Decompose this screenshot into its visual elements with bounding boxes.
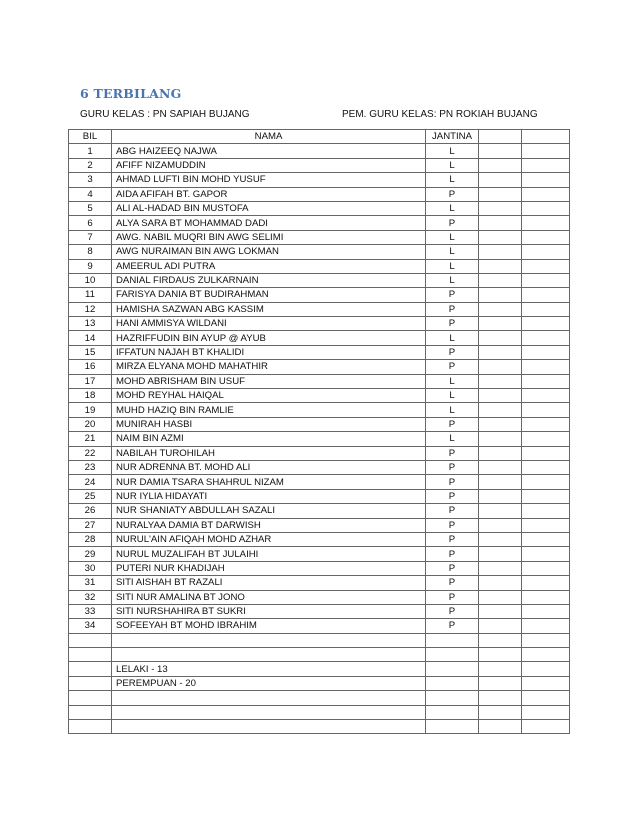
jantina-cell: P	[426, 446, 479, 460]
jantina-cell: P	[426, 576, 479, 590]
empty-cell	[479, 144, 522, 158]
table-row	[69, 403, 570, 417]
table-row	[69, 547, 570, 561]
jantina-cell: L	[426, 173, 479, 187]
jantina-cell: L	[426, 374, 479, 388]
table-row	[69, 432, 570, 446]
nama-cell: NURUL MUZALIFAH BT JULAIHI	[112, 547, 426, 561]
jantina-cell: P	[426, 504, 479, 518]
bil-cell: 25	[69, 489, 112, 503]
nama-cell: AFIFF NIZAMUDDIN	[112, 158, 426, 172]
empty-cell	[522, 676, 570, 690]
student-roster-table	[68, 129, 570, 734]
table-row	[69, 489, 570, 503]
jantina-cell: L	[426, 201, 479, 215]
empty-cell	[522, 288, 570, 302]
table-row	[69, 417, 570, 431]
jantina-cell: P	[426, 345, 479, 359]
summary-row	[69, 662, 570, 676]
jantina-cell: L	[426, 331, 479, 345]
bil-cell	[69, 720, 112, 734]
bil-cell: 13	[69, 317, 112, 331]
nama-cell: NUR DAMIA TSARA SHAHRUL NIZAM	[112, 475, 426, 489]
empty-cell	[479, 230, 522, 244]
nama-cell: HAMISHA SAZWAN ABG KASSIM	[112, 302, 426, 316]
bil-cell: 23	[69, 460, 112, 474]
empty-cell	[522, 216, 570, 230]
bil-cell: 16	[69, 360, 112, 374]
empty-cell	[522, 633, 570, 647]
jantina-cell	[426, 633, 479, 647]
bil-cell: 17	[69, 374, 112, 388]
bil-cell: 27	[69, 518, 112, 532]
jantina-cell: P	[426, 590, 479, 604]
bil-cell: 29	[69, 547, 112, 561]
jantina-cell	[426, 648, 479, 662]
header-bil: BIL	[69, 130, 112, 144]
jantina-cell: L	[426, 403, 479, 417]
empty-cell	[479, 403, 522, 417]
empty-cell	[522, 331, 570, 345]
nama-cell: FARISYA DANIA BT BUDIRAHMAN	[112, 288, 426, 302]
empty-cell	[479, 374, 522, 388]
nama-cell: ABG HAIZEEQ NAJWA	[112, 144, 426, 158]
jantina-cell: L	[426, 158, 479, 172]
bil-cell: 11	[69, 288, 112, 302]
empty-cell	[522, 187, 570, 201]
empty-cell	[522, 518, 570, 532]
bil-cell: 18	[69, 389, 112, 403]
jantina-cell: P	[426, 619, 479, 633]
bil-cell	[69, 705, 112, 719]
nama-cell: NUR IYLIA HIDAYATI	[112, 489, 426, 503]
empty-cell	[479, 201, 522, 215]
nama-cell: NUR ADRENNA BT. MOHD ALI	[112, 460, 426, 474]
empty-cell	[479, 576, 522, 590]
empty-cell	[522, 374, 570, 388]
table-row	[69, 173, 570, 187]
blank-row	[69, 633, 570, 647]
jantina-cell: L	[426, 245, 479, 259]
empty-cell	[479, 130, 522, 144]
jantina-cell	[426, 691, 479, 705]
jantina-cell	[426, 676, 479, 690]
class-teacher: GURU KELAS : PN SAPIAH BUJANG	[80, 109, 250, 120]
bil-cell: 12	[69, 302, 112, 316]
nama-cell: NABILAH TUROHILAH	[112, 446, 426, 460]
nama-cell: AMEERUL ADI PUTRA	[112, 259, 426, 273]
table-row	[69, 158, 570, 172]
nama-cell: NURALYAA DAMIA BT DARWISH	[112, 518, 426, 532]
empty-cell	[479, 389, 522, 403]
empty-cell	[479, 518, 522, 532]
nama-cell	[112, 691, 426, 705]
nama-cell: DANIAL FIRDAUS ZULKARNAIN	[112, 273, 426, 287]
nama-cell: MOHD REYHAL HAIQAL	[112, 389, 426, 403]
empty-cell	[479, 273, 522, 287]
empty-cell	[522, 389, 570, 403]
bil-cell: 34	[69, 619, 112, 633]
empty-cell	[522, 705, 570, 719]
empty-cell	[522, 302, 570, 316]
empty-cell	[522, 648, 570, 662]
table-row	[69, 604, 570, 618]
table-row	[69, 576, 570, 590]
bil-cell: 14	[69, 331, 112, 345]
empty-cell	[522, 460, 570, 474]
bil-cell: 4	[69, 187, 112, 201]
empty-cell	[522, 345, 570, 359]
jantina-cell: P	[426, 360, 479, 374]
table-row	[69, 374, 570, 388]
nama-cell	[112, 720, 426, 734]
empty-cell	[522, 158, 570, 172]
jantina-cell: L	[426, 389, 479, 403]
blank-row	[69, 648, 570, 662]
assistant-class-teacher: PEM. GURU KELAS: PN ROKIAH BUJANG	[342, 109, 538, 120]
table-row	[69, 475, 570, 489]
jantina-cell: L	[426, 432, 479, 446]
jantina-cell: P	[426, 460, 479, 474]
empty-cell	[479, 619, 522, 633]
class-title: 6 TERBILANG	[80, 86, 182, 101]
bil-cell	[69, 633, 112, 647]
jantina-cell	[426, 662, 479, 676]
nama-cell	[112, 648, 426, 662]
empty-cell	[479, 648, 522, 662]
nama-cell: SOFEEYAH BT MOHD IBRAHIM	[112, 619, 426, 633]
empty-cell	[522, 230, 570, 244]
table-row	[69, 345, 570, 359]
bil-cell	[69, 648, 112, 662]
empty-cell	[522, 245, 570, 259]
summary-text: LELAKI - 13	[112, 662, 426, 676]
table-row	[69, 288, 570, 302]
bil-cell: 31	[69, 576, 112, 590]
table-row	[69, 518, 570, 532]
jantina-cell: P	[426, 417, 479, 431]
empty-cell	[479, 720, 522, 734]
bil-cell: 3	[69, 173, 112, 187]
bil-cell: 5	[69, 201, 112, 215]
header-jantina: JANTINA	[426, 130, 479, 144]
table-row	[69, 317, 570, 331]
jantina-cell	[426, 705, 479, 719]
empty-cell	[522, 130, 570, 144]
bil-cell	[69, 691, 112, 705]
empty-cell	[522, 576, 570, 590]
empty-cell	[522, 403, 570, 417]
bil-cell	[69, 662, 112, 676]
bil-cell: 21	[69, 432, 112, 446]
empty-cell	[522, 259, 570, 273]
empty-cell	[522, 504, 570, 518]
bil-cell	[69, 676, 112, 690]
table-row	[69, 460, 570, 474]
bil-cell: 6	[69, 216, 112, 230]
jantina-cell: P	[426, 187, 479, 201]
nama-cell: ALYA SARA BT MOHAMMAD DADI	[112, 216, 426, 230]
empty-cell	[479, 705, 522, 719]
empty-cell	[522, 662, 570, 676]
empty-cell	[522, 360, 570, 374]
table-row	[69, 446, 570, 460]
empty-cell	[479, 360, 522, 374]
empty-cell	[522, 173, 570, 187]
empty-cell	[479, 691, 522, 705]
empty-cell	[479, 216, 522, 230]
summary-text: PEREMPUAN - 20	[112, 676, 426, 690]
empty-cell	[522, 561, 570, 575]
nama-cell: NUR SHANIATY ABDULLAH SAZALI	[112, 504, 426, 518]
empty-cell	[479, 446, 522, 460]
bil-cell: 26	[69, 504, 112, 518]
empty-cell	[479, 662, 522, 676]
table-row	[69, 389, 570, 403]
empty-cell	[522, 432, 570, 446]
bil-cell: 28	[69, 532, 112, 546]
nama-cell: IFFATUN NAJAH BT KHALIDI	[112, 345, 426, 359]
bil-cell: 30	[69, 561, 112, 575]
jantina-cell: P	[426, 532, 479, 546]
empty-cell	[522, 619, 570, 633]
empty-cell	[479, 676, 522, 690]
nama-cell: HAZRIFFUDIN BIN AYUP @ AYUB	[112, 331, 426, 345]
table-row	[69, 331, 570, 345]
empty-cell	[479, 561, 522, 575]
jantina-cell	[426, 720, 479, 734]
nama-cell	[112, 633, 426, 647]
bil-cell: 24	[69, 475, 112, 489]
empty-cell	[479, 432, 522, 446]
roster-body	[69, 130, 570, 734]
empty-cell	[479, 345, 522, 359]
nama-cell: SITI NUR AMALINA BT JONO	[112, 590, 426, 604]
bil-cell: 2	[69, 158, 112, 172]
empty-cell	[522, 489, 570, 503]
blank-row	[69, 720, 570, 734]
empty-cell	[522, 144, 570, 158]
empty-cell	[479, 259, 522, 273]
empty-cell	[479, 317, 522, 331]
empty-cell	[522, 273, 570, 287]
nama-cell: MIRZA ELYANA MOHD MAHATHIR	[112, 360, 426, 374]
jantina-cell: L	[426, 259, 479, 273]
jantina-cell: P	[426, 216, 479, 230]
nama-cell: AWG NURAIMAN BIN AWG LOKMAN	[112, 245, 426, 259]
empty-cell	[479, 302, 522, 316]
empty-cell	[522, 201, 570, 215]
bil-cell: 32	[69, 590, 112, 604]
empty-cell	[522, 417, 570, 431]
jantina-cell: P	[426, 518, 479, 532]
nama-cell: ALI AL-HADAD BIN MUSTOFA	[112, 201, 426, 215]
nama-cell: AIDA AFIFAH BT. GAPOR	[112, 187, 426, 201]
table-row	[69, 619, 570, 633]
summary-row	[69, 676, 570, 690]
empty-cell	[522, 604, 570, 618]
nama-cell: SITI AISHAH BT RAZALI	[112, 576, 426, 590]
empty-cell	[479, 288, 522, 302]
empty-cell	[522, 317, 570, 331]
jantina-cell: L	[426, 273, 479, 287]
jantina-cell: P	[426, 561, 479, 575]
empty-cell	[479, 245, 522, 259]
table-row	[69, 302, 570, 316]
nama-cell	[112, 705, 426, 719]
empty-cell	[479, 547, 522, 561]
empty-cell	[522, 532, 570, 546]
table-row	[69, 144, 570, 158]
table-row	[69, 259, 570, 273]
bil-cell: 22	[69, 446, 112, 460]
empty-cell	[479, 417, 522, 431]
jantina-cell: P	[426, 604, 479, 618]
empty-cell	[479, 604, 522, 618]
header-nama: NAMA	[112, 130, 426, 144]
blank-row	[69, 705, 570, 719]
empty-cell	[479, 475, 522, 489]
table-row	[69, 216, 570, 230]
table-row	[69, 532, 570, 546]
nama-cell: MOHD ABRISHAM BIN USUF	[112, 374, 426, 388]
bil-cell: 19	[69, 403, 112, 417]
jantina-cell: P	[426, 302, 479, 316]
table-row	[69, 504, 570, 518]
nama-cell: PUTERI NUR KHADIJAH	[112, 561, 426, 575]
bil-cell: 7	[69, 230, 112, 244]
table-row	[69, 273, 570, 287]
table-row	[69, 245, 570, 259]
empty-cell	[479, 331, 522, 345]
bil-cell: 10	[69, 273, 112, 287]
empty-cell	[479, 489, 522, 503]
nama-cell: MUNIRAH HASBI	[112, 417, 426, 431]
jantina-cell: P	[426, 547, 479, 561]
empty-cell	[479, 633, 522, 647]
nama-cell: SITI NURSHAHIRA BT SUKRI	[112, 604, 426, 618]
empty-cell	[522, 691, 570, 705]
jantina-cell: P	[426, 288, 479, 302]
empty-cell	[479, 532, 522, 546]
empty-cell	[479, 158, 522, 172]
bil-cell: 33	[69, 604, 112, 618]
jantina-cell: L	[426, 230, 479, 244]
empty-cell	[522, 590, 570, 604]
empty-cell	[479, 590, 522, 604]
header-row	[69, 130, 570, 144]
table-row	[69, 230, 570, 244]
jantina-cell: P	[426, 317, 479, 331]
jantina-cell: P	[426, 489, 479, 503]
jantina-cell: P	[426, 475, 479, 489]
empty-cell	[522, 547, 570, 561]
nama-cell: NAIM BIN AZMI	[112, 432, 426, 446]
table-row	[69, 360, 570, 374]
empty-cell	[479, 504, 522, 518]
bil-cell: 15	[69, 345, 112, 359]
table-row	[69, 590, 570, 604]
bil-cell: 9	[69, 259, 112, 273]
nama-cell: HANI AMMISYA WILDANI	[112, 317, 426, 331]
bil-cell: 20	[69, 417, 112, 431]
table-row	[69, 201, 570, 215]
blank-row	[69, 691, 570, 705]
empty-cell	[522, 446, 570, 460]
empty-cell	[479, 187, 522, 201]
nama-cell: AWG. NABIL MUQRI BIN AWG SELIMI	[112, 230, 426, 244]
nama-cell: AHMAD LUFTI BIN MOHD YUSUF	[112, 173, 426, 187]
table-row	[69, 561, 570, 575]
bil-cell: 8	[69, 245, 112, 259]
empty-cell	[479, 173, 522, 187]
empty-cell	[522, 475, 570, 489]
nama-cell: NURUL'AIN AFIQAH MOHD AZHAR	[112, 532, 426, 546]
empty-cell	[522, 720, 570, 734]
empty-cell	[479, 460, 522, 474]
nama-cell: MUHD HAZIQ BIN RAMLIE	[112, 403, 426, 417]
bil-cell: 1	[69, 144, 112, 158]
table-row	[69, 187, 570, 201]
jantina-cell: L	[426, 144, 479, 158]
